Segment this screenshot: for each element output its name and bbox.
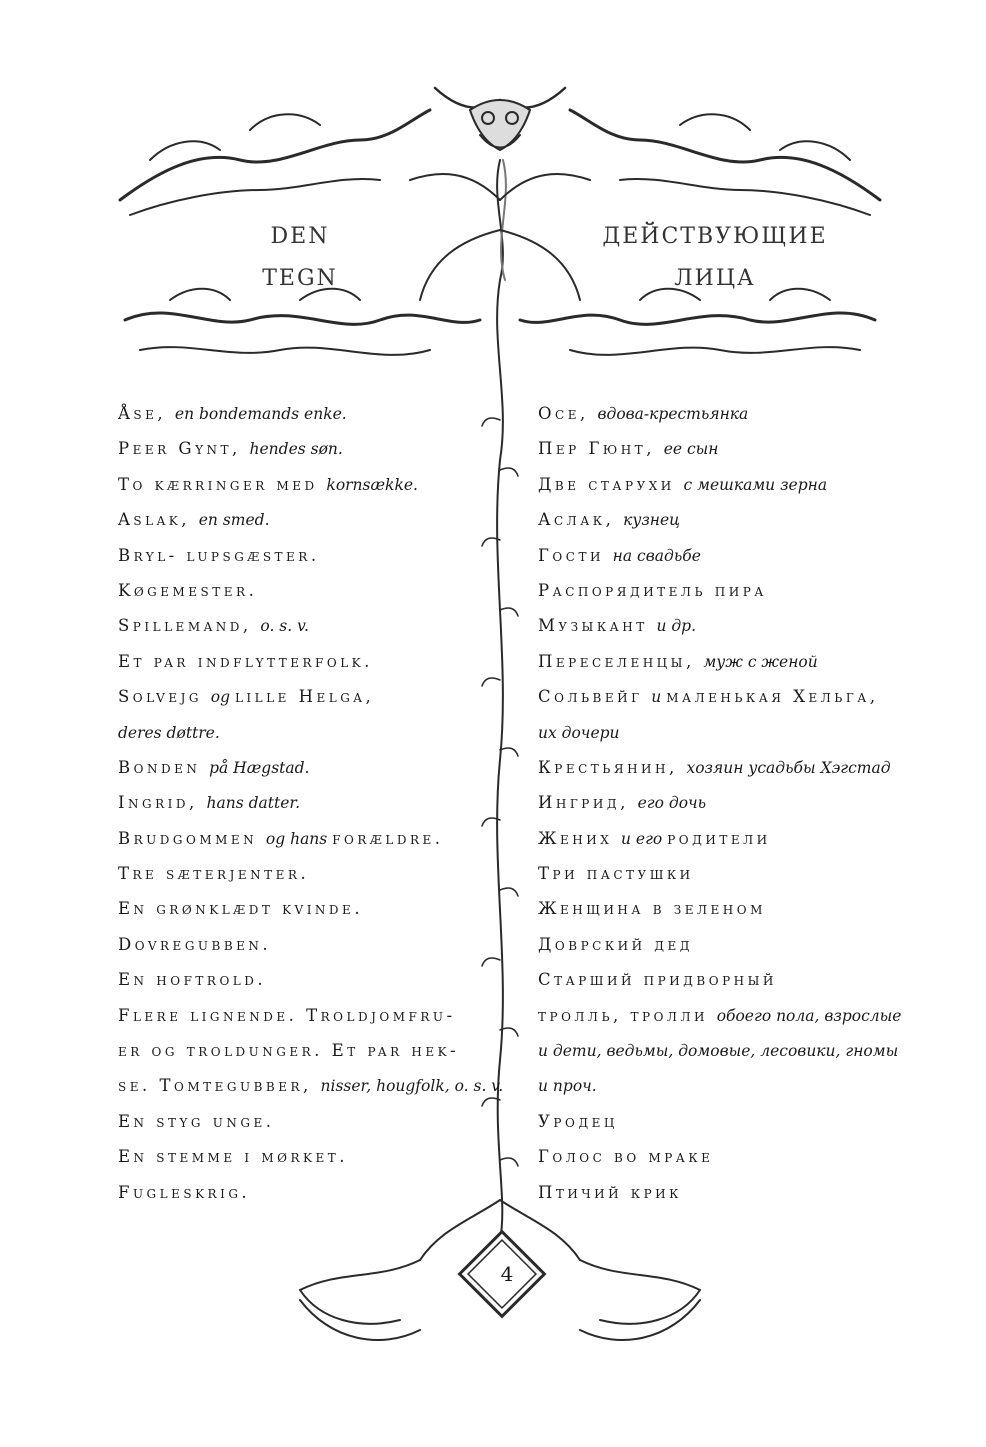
character-line	[538, 998, 918, 1033]
character-description: en smed.	[198, 511, 270, 530]
character-line	[538, 750, 918, 785]
character-description: хозяин усадьбы Хэгстад	[686, 758, 891, 777]
character-name: Птичий крик	[538, 1182, 682, 1202]
character-name: тролль, тролли	[538, 1005, 717, 1025]
character-name: Женщина в зеленом	[538, 899, 766, 919]
character-description: og hans	[265, 829, 333, 848]
character-line	[118, 821, 478, 856]
character-name: ,	[685, 651, 704, 671]
danish-character-list	[118, 396, 504, 1210]
character-line	[538, 608, 918, 643]
character-description: обоего пола, взрослые	[716, 1006, 902, 1025]
character-name: er og troldunger. Et par hek-	[118, 1041, 460, 1061]
character-line	[118, 1033, 478, 1068]
character-name: Aslak	[118, 510, 182, 530]
character-line	[118, 538, 478, 573]
character-line	[118, 998, 478, 1033]
character-description: kornsække.	[326, 475, 418, 494]
character-name: ,	[646, 439, 664, 459]
character-line	[118, 856, 478, 891]
character-line	[118, 715, 478, 750]
character-name: Аслак	[538, 510, 606, 530]
character-description: и его	[621, 829, 668, 848]
header-russian-line1: ДЕЙСТВУЮЩИЕ	[602, 224, 828, 249]
character-description: nisser, hougfolk, o. s. v.	[320, 1077, 504, 1096]
character-name: Сольвейг	[538, 687, 652, 707]
character-line	[538, 502, 918, 537]
character-description: муж с женой	[703, 652, 818, 671]
character-name: Две старухи	[538, 474, 684, 494]
character-name: Et par indflytterfolk.	[118, 651, 373, 671]
character-description: их дочери	[538, 723, 620, 742]
character-name: Dovregubben.	[118, 934, 272, 954]
character-name: Распорядитель пира	[538, 580, 767, 600]
character-description: на свадьбе	[612, 546, 701, 565]
character-line	[118, 679, 478, 714]
character-name: Гости	[538, 545, 613, 565]
character-name: Ингрид	[538, 793, 621, 813]
character-description: и проч.	[538, 1077, 597, 1096]
character-line	[538, 467, 918, 502]
character-line	[538, 1139, 918, 1174]
character-name: ,	[232, 439, 250, 459]
character-name: ,	[189, 793, 207, 813]
character-line	[118, 1104, 478, 1139]
character-name: Осе	[538, 404, 580, 423]
character-name: En styg unge.	[118, 1111, 275, 1131]
character-line	[538, 644, 918, 679]
character-name: Жених	[538, 828, 622, 848]
character-line	[538, 538, 918, 573]
character-line	[118, 785, 478, 820]
character-line	[538, 573, 918, 608]
character-line	[118, 396, 478, 431]
character-description: på Hægstad.	[209, 758, 310, 777]
character-name: Flere lignende. Troldjomfru-	[118, 1005, 456, 1025]
character-line	[538, 1033, 918, 1068]
character-line	[538, 891, 918, 926]
character-name: Крестьянин	[538, 757, 669, 777]
character-line	[538, 856, 918, 891]
character-name: Bonden	[118, 757, 210, 777]
character-name: Ingrid	[118, 793, 190, 813]
character-description: вдова-крестьянка	[597, 405, 749, 423]
character-description: и дети, ведьмы, домовые, лесовики, гномы	[538, 1042, 899, 1061]
character-name: se. Tomtegubber,	[118, 1076, 321, 1096]
character-description: с мешками зерна	[683, 475, 828, 494]
character-name: Peer Gynt	[118, 439, 233, 459]
character-name: ,	[605, 510, 624, 530]
character-name: Три пастушки	[538, 864, 694, 884]
character-name: Уродец	[538, 1111, 618, 1131]
character-line	[118, 431, 478, 466]
header-danish-line1: DEN	[270, 224, 330, 249]
character-description: ее сын	[663, 440, 719, 459]
character-name: ,	[620, 793, 638, 813]
character-line	[538, 927, 918, 962]
character-name: ,	[157, 404, 175, 423]
character-line	[538, 715, 918, 750]
character-name: ,	[181, 510, 199, 530]
character-line	[118, 573, 478, 608]
header-danish-line2: TEGN	[262, 266, 338, 291]
character-line	[538, 396, 918, 431]
character-name: ,	[579, 404, 598, 423]
character-description: o. s. v.	[260, 617, 309, 636]
character-name: To kærringer med	[118, 474, 327, 494]
character-name: Spillemand	[118, 616, 243, 636]
character-name: Fugleskrig.	[118, 1182, 251, 1202]
character-name: Музыкант	[538, 616, 657, 636]
header-danish	[240, 216, 360, 300]
character-description: en bondemands enke.	[174, 405, 347, 423]
character-description: hendes søn.	[249, 440, 343, 459]
character-line	[538, 1175, 918, 1210]
character-line	[118, 467, 478, 502]
character-description: его дочь	[637, 794, 707, 813]
character-line	[538, 431, 918, 466]
header-russian-line2: ЛИЦА	[674, 266, 756, 291]
character-line	[118, 750, 478, 785]
character-name: Старший придворный	[538, 970, 777, 990]
character-line	[538, 821, 918, 856]
character-description: hans datter.	[206, 794, 301, 813]
character-name: Переселенцы	[538, 651, 686, 671]
character-name: Tre sæterjenter.	[118, 864, 310, 884]
character-line	[118, 1175, 478, 1210]
character-line	[538, 962, 918, 997]
character-description: и	[651, 688, 667, 707]
character-name: Solvejg	[118, 687, 211, 707]
character-name: En stemme i mørket.	[118, 1147, 348, 1167]
character-line	[118, 891, 478, 926]
character-name: Пер Гюнт	[538, 439, 647, 459]
character-description: deres døttre.	[118, 723, 220, 742]
character-name: ,	[668, 757, 687, 777]
character-line	[538, 1068, 918, 1103]
character-name: маленькая Хельга,	[666, 687, 879, 707]
character-line	[118, 962, 478, 997]
character-name: родители	[667, 828, 771, 848]
character-line	[118, 1068, 504, 1103]
character-line	[538, 785, 918, 820]
character-name: Åse	[118, 404, 158, 423]
character-name: Bryl- lupsgæster.	[118, 545, 320, 565]
character-description: og	[210, 688, 235, 707]
character-line	[118, 608, 478, 643]
character-description: и др.	[656, 617, 697, 636]
character-name: lille Helga,	[234, 687, 375, 707]
character-line	[118, 644, 478, 679]
character-line	[538, 1104, 918, 1139]
character-name: En hoftrold.	[118, 970, 267, 990]
character-name: Голос во мраке	[538, 1147, 714, 1167]
russian-character-list	[538, 396, 918, 1210]
character-line	[118, 502, 478, 537]
character-name: Brudgommen	[118, 828, 266, 848]
character-name: En grønklædt kvinde.	[118, 899, 364, 919]
character-name: forældre.	[332, 828, 444, 848]
character-description: кузнец	[623, 511, 680, 530]
character-name: Доврский дед	[538, 934, 694, 954]
header-russian	[600, 216, 830, 300]
character-line	[118, 927, 478, 962]
character-line	[118, 1139, 478, 1174]
character-name: ,	[242, 616, 261, 636]
character-line	[538, 679, 918, 714]
page-number: 4	[500, 1262, 514, 1286]
character-name: Køgemester.	[118, 580, 258, 600]
